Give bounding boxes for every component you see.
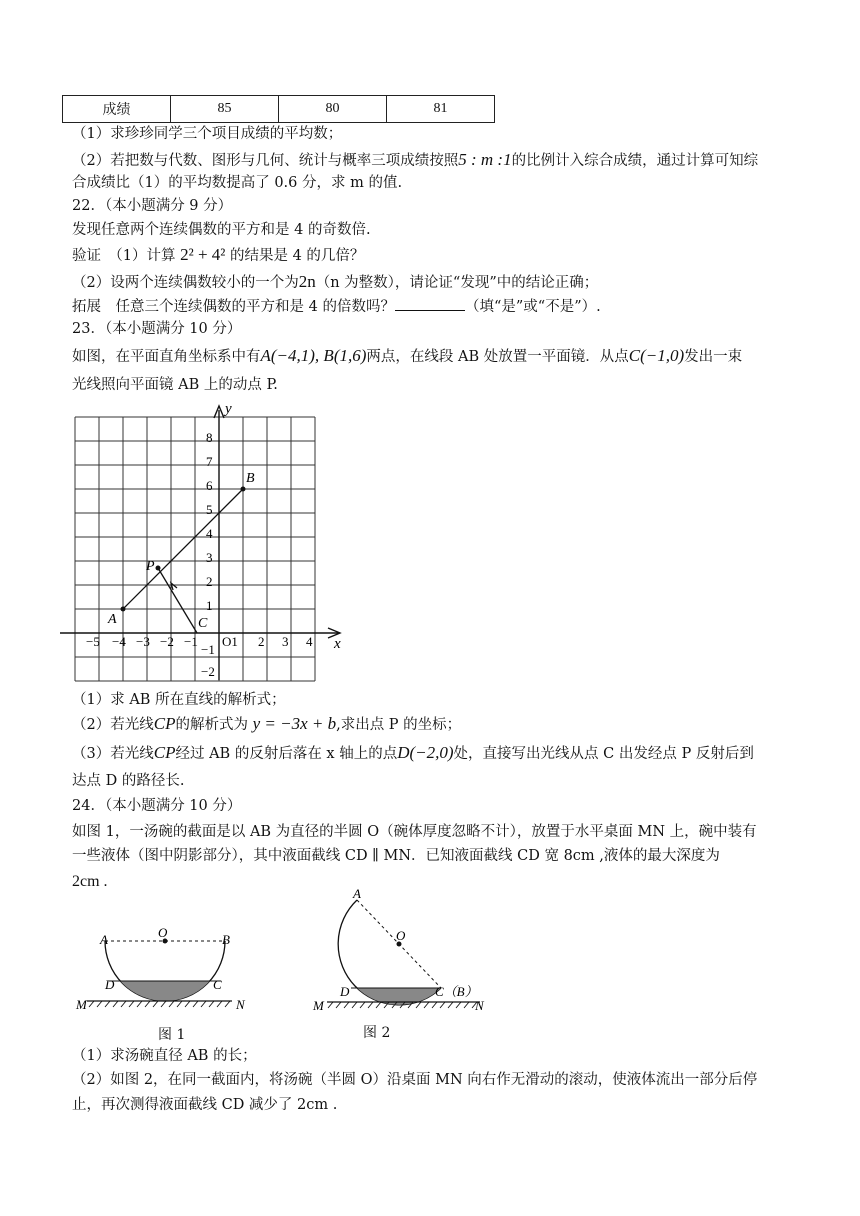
light-ray-cp	[158, 568, 197, 633]
segment-ab	[123, 489, 243, 609]
figure-2	[305, 888, 505, 1028]
q23-part2-eq: y = −3x + b	[252, 714, 337, 733]
table-cell: 80	[279, 96, 387, 123]
q23-part3-line2: 达点 D 的路径长.	[72, 773, 185, 789]
point-label-c: C	[198, 616, 208, 631]
fig2-label-d: D	[340, 984, 350, 999]
answer-blank[interactable]	[395, 296, 465, 311]
figure-2-caption: 图 2	[363, 1025, 391, 1041]
ray-arrow-icon	[171, 583, 177, 590]
table-row	[63, 96, 495, 123]
q23-part1: （1）求 AB 所在直线的解析式；	[72, 692, 286, 708]
q24-intro-line1: 如图 1，一汤碗的截面是以 AB 为直径的半圆 O（碗体厚度忽略不计），放置于水平桌面 MN 上，碗中装有	[72, 824, 757, 840]
y-tick-label: 1	[206, 598, 213, 613]
q22-verify-text-a: 验证 （1）计算	[72, 248, 176, 264]
q22-header: 22．（本小题满分 9 分）	[72, 198, 233, 214]
hatch-mark	[344, 1002, 349, 1008]
hatch-mark	[209, 1001, 214, 1007]
x-tick-label: −2	[160, 634, 174, 649]
y-tick-label: 2	[206, 574, 213, 589]
q23-intro-line2: 光线照向平面镜 AB 上的动点 P.	[72, 377, 278, 393]
hatch-mark	[440, 1002, 445, 1008]
y-tick-label: 3	[206, 550, 213, 565]
y-axis-label: y	[225, 401, 232, 417]
q23-points-ab: A(−4,1), B(1,6)	[260, 346, 367, 365]
hatch-mark	[169, 1001, 174, 1007]
q23-intro-text-c: 发出一束	[684, 349, 743, 365]
q22-extend-text-b: （填“是”或“不是”）.	[464, 299, 601, 315]
hatch-mark	[201, 1001, 206, 1007]
fig2-label-a: A	[353, 888, 361, 901]
q23-part2-text-b: 的解析式为	[175, 717, 248, 733]
point-label-a: A	[108, 612, 117, 627]
q24-part2-line1: （2）如图 2，在同一截面内，将汤碗（半圆 O）沿桌面 MN 向右作无滑动的滚动，使液体流出一部分后停	[72, 1072, 758, 1088]
q23-part3-text-a: （3）若光线	[72, 746, 154, 762]
q23-header: 23．（本小题满分 10 分）	[72, 321, 242, 337]
score-table	[62, 95, 495, 123]
table-cell: 81	[387, 96, 495, 123]
q21-ratio: 5 : m :1	[458, 150, 512, 169]
coordinate-graph	[60, 398, 350, 688]
hatch-mark	[185, 1001, 190, 1007]
fig2-label-o: O	[396, 928, 406, 943]
q23-part2-text-a: （2）若光线	[72, 717, 154, 733]
q21-part2-line2: 合成绩比（1）的平均数提高了 0.6 分，求 m 的值.	[72, 175, 403, 191]
x-tick-label: O1	[222, 634, 238, 649]
point-b	[241, 487, 246, 492]
hatch-mark	[328, 1002, 333, 1008]
q21-part2-text-a: （2）若把数与代数、图形与几何、统计与概率三项成绩按照	[72, 153, 459, 169]
x-tick-label: 2	[258, 634, 265, 649]
y-tick-labels	[201, 430, 215, 679]
q22-verify-text-b: 的结果是 4 的几倍？	[229, 248, 365, 264]
x-axis-label: x	[334, 636, 341, 652]
point-label-b: B	[246, 471, 255, 486]
point-p	[156, 566, 161, 571]
hatch-mark	[121, 1001, 126, 1007]
q22-part2-text-a: （2）设两个连续偶数较小的一个为	[72, 275, 299, 291]
x-tick-labels	[86, 634, 313, 649]
q23-intro-text-a: 如图，在平面直角坐标系中有	[72, 349, 261, 365]
q24-intro-line3: 2cm .	[72, 873, 108, 890]
hatch-mark	[360, 1002, 365, 1008]
y-tick-label: −1	[201, 642, 215, 657]
table-hatch	[89, 1001, 230, 1007]
hatch-mark	[368, 1002, 373, 1008]
hatch-mark	[352, 1002, 357, 1008]
fig1-label-c: C	[213, 977, 222, 992]
x-tick-label: −4	[112, 634, 126, 649]
x-tick-label: 4	[306, 634, 313, 649]
y-tick-label: 4	[206, 526, 213, 541]
q23-part2	[72, 714, 461, 735]
x-tick-label: −5	[86, 634, 100, 649]
q21-part2-line1	[72, 150, 758, 171]
fig1-label-a: A	[100, 932, 108, 947]
q24-intro-line2: 一些液体（图中阴影部分），其中液面截线 CD ∥ MN．已知液面截线 CD 宽 8cm ,液体的最大深度为	[72, 848, 720, 864]
hatch-mark	[161, 1001, 166, 1007]
q23-point-d: D(−2,0)	[397, 743, 454, 762]
y-tick-label: 6	[206, 478, 213, 493]
y-tick-label: 5	[206, 502, 213, 517]
hatch-mark	[456, 1002, 461, 1008]
q23-intro-line1	[72, 346, 742, 367]
hatch-mark	[153, 1001, 158, 1007]
q24-part2-line2: 止，再次测得液面截线 CD 减少了 2cm .	[72, 1097, 338, 1113]
point-label-p: P	[146, 559, 155, 574]
table-cell-label: 成绩	[63, 96, 171, 123]
hatch-mark	[129, 1001, 134, 1007]
hatch-mark	[137, 1001, 142, 1007]
q23-part3-text-c: 处，直接写出光线从点 C 出发经点 P 反射后到	[453, 746, 754, 762]
q22-extend-text-a: 拓展 任意三个连续偶数的平方和是 4 的倍数吗？	[72, 299, 395, 315]
q22-verify-expr: 2² + 4²	[180, 245, 226, 264]
hatch-mark	[448, 1002, 453, 1008]
fig1-label-o: O	[158, 925, 168, 940]
q23-intro-text-b: 两点，在线段 AB 处放置一平面镜．从点	[366, 349, 629, 365]
fig1-label-b: B	[222, 932, 230, 947]
q22-part2-text-b: （n 为整数），请论证“发现”中的结论正确；	[315, 275, 599, 291]
hatch-mark	[145, 1001, 150, 1007]
hatch-mark	[225, 1001, 230, 1007]
x-tick-label: −3	[136, 634, 150, 649]
q23-part3-cp: CP	[153, 743, 176, 762]
q24-header: 24．（本小题满分 10 分）	[72, 798, 242, 814]
point-a	[121, 607, 126, 612]
hatch-mark	[217, 1001, 222, 1007]
axes	[60, 406, 340, 680]
hatch-mark	[193, 1001, 198, 1007]
hatch-mark	[105, 1001, 110, 1007]
q21-part1: （1）求珍珍同学三个项目成绩的平均数；	[72, 126, 343, 142]
fig2-label-m: M	[313, 998, 324, 1013]
hatch-mark	[336, 1002, 341, 1008]
y-tick-label: −2	[201, 664, 215, 679]
fig1-label-n: N	[236, 997, 245, 1012]
hatch-mark	[177, 1001, 182, 1007]
fig2-label-cb: C（B）	[435, 984, 478, 999]
fig1-label-d: D	[105, 977, 115, 992]
hatch-mark	[113, 1001, 118, 1007]
q22-extend	[72, 296, 601, 317]
q21-part2-text-b: 的比例计入综合成绩，通过计算可知综	[511, 153, 759, 169]
hatch-mark	[97, 1001, 102, 1007]
hatch-mark	[424, 1002, 429, 1008]
q23-point-c: C(−1,0)	[628, 346, 685, 365]
hatch-mark	[89, 1001, 94, 1007]
hatch-mark	[464, 1002, 469, 1008]
q23-part2-cp: CP	[153, 714, 176, 733]
figure-1-caption: 图 1	[158, 1027, 186, 1043]
q23-part3-line1	[72, 743, 754, 764]
x-tick-label: 3	[282, 634, 289, 649]
q24-part1: （1）求汤碗直径 AB 的长；	[72, 1048, 257, 1064]
q22-discover: 发现任意两个连续偶数的平方和是 4 的奇数倍.	[72, 222, 371, 238]
q23-part2-text-c: ,求出点 P 的坐标；	[336, 717, 462, 733]
hatch-mark	[376, 1002, 381, 1008]
y-tick-label: 8	[206, 430, 213, 445]
hatch-mark	[432, 1002, 437, 1008]
q22-part2-var: 2n	[298, 272, 316, 291]
y-tick-label: 7	[206, 454, 213, 469]
fig2-label-n: N	[475, 998, 484, 1013]
table-cell: 85	[171, 96, 279, 123]
x-tick-label: −1	[184, 634, 198, 649]
q22-part2	[72, 272, 598, 293]
q22-verify	[72, 245, 364, 266]
q23-part3-text-b: 经过 AB 的反射后落在 x 轴上的点	[175, 746, 398, 762]
fig1-label-m: M	[76, 997, 87, 1012]
